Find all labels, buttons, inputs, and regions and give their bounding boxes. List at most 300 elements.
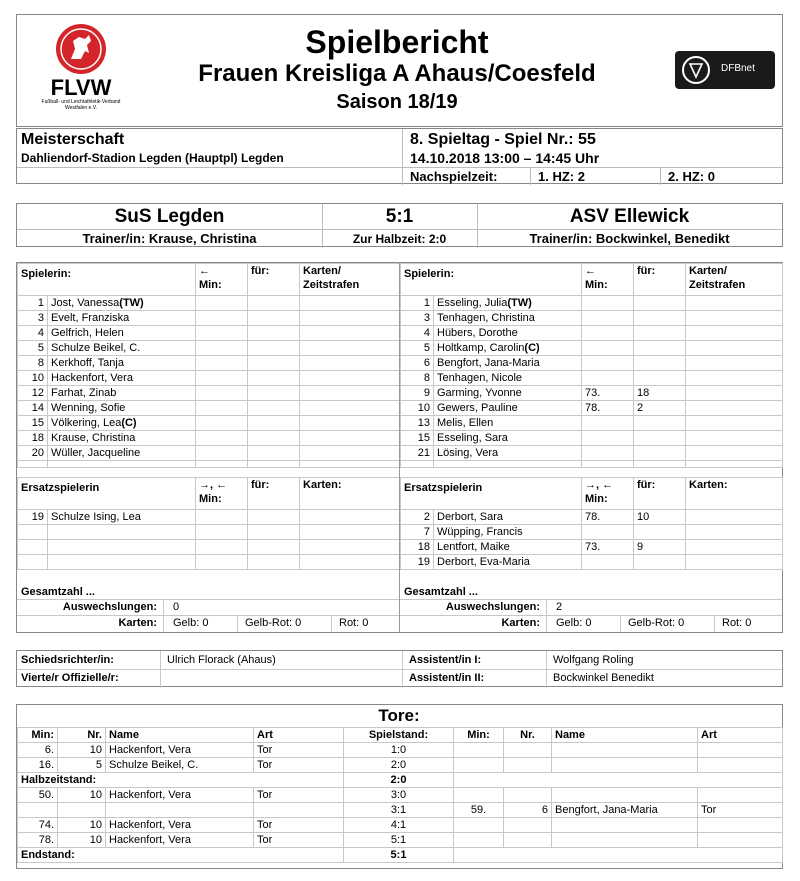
player-name: Gewers, Pauline: [437, 402, 518, 414]
player-name-cell: [434, 371, 582, 386]
player-sub-minute: [196, 416, 248, 431]
lineup-header-row: [18, 478, 400, 510]
goal-row: [18, 758, 783, 773]
stoppage-label: Nachspielzeit:: [410, 169, 498, 184]
player-sub-for: [634, 356, 686, 371]
player-name-cell: [434, 296, 582, 311]
player-name-cell: [48, 326, 196, 341]
player-name: Wenning, Sofie: [51, 402, 126, 414]
away-yellowred: Gelb-Rot: 0: [628, 617, 685, 629]
player-cards: [686, 341, 783, 356]
player-sub-minute: [582, 356, 634, 371]
player-row: [18, 311, 400, 326]
player-sub-for: [634, 416, 686, 431]
for-label: für:: [637, 479, 656, 491]
player-cards: [300, 540, 400, 555]
home-totals: [17, 585, 399, 632]
goal-away-minute: [454, 818, 504, 833]
player-name-cell: [434, 510, 582, 525]
player-name: Derbort, Eva-Maria: [437, 556, 530, 568]
goal-away-type: [698, 833, 783, 848]
player-cards: [686, 296, 783, 311]
player-cards: [686, 311, 783, 326]
player-number: 4: [401, 326, 434, 341]
fourth-label: Vierte/r Offizielle/r:: [21, 672, 119, 684]
player-sub-minute: [196, 386, 248, 401]
player-number: 13: [401, 416, 434, 431]
for-header-cell: [634, 264, 686, 296]
min-header-cell: [582, 264, 634, 296]
cards-label: Karten:: [303, 479, 342, 491]
final-score: 5:1: [385, 206, 414, 227]
player-cards: [300, 525, 400, 540]
competition: Meisterschaft: [21, 131, 125, 148]
player-cards: [300, 555, 400, 570]
player-row: [401, 416, 783, 431]
match-info: [16, 128, 783, 184]
player-cards: [686, 555, 783, 570]
player-name-cell: [434, 446, 582, 461]
player-role-tag: (TW): [507, 297, 532, 309]
fulltime-label: Endstand:: [18, 848, 344, 863]
min-header-cell: [196, 264, 248, 296]
player-sub-minute: [582, 555, 634, 570]
goal-home-name: Hackenfort, Vera: [106, 833, 254, 848]
cards-label: Karten:: [689, 479, 728, 491]
away-team: ASV Ellewick: [569, 206, 690, 227]
player-name: Farhat, Zinab: [51, 387, 117, 399]
player-name-cell: [48, 386, 196, 401]
goals-col-header: Spielstand:: [344, 728, 454, 743]
player-number: 1: [18, 296, 48, 311]
player-sub-minute: [582, 446, 634, 461]
season-title: Saison 18/19: [336, 91, 458, 113]
player-name-cell: [48, 311, 196, 326]
player-name: Lentfort, Maike: [437, 541, 510, 553]
player-number: 18: [18, 431, 48, 446]
sub-row: [18, 540, 400, 555]
player-sub-minute: [196, 555, 248, 570]
player-name-cell: [434, 401, 582, 416]
player-sub-for: [248, 416, 300, 431]
player-name: Hübers, Dorothe: [437, 327, 518, 339]
player-name-cell: [434, 386, 582, 401]
arrow-label: →, ←: [585, 479, 614, 491]
home-lineup-table: [17, 263, 400, 468]
min-label: Min:: [585, 493, 608, 505]
player-sub-minute: [196, 311, 248, 326]
goal-away-minute: [454, 788, 504, 803]
goal-home-name: [106, 803, 254, 818]
player-name: Evelt, Franziska: [51, 312, 130, 324]
player-name-cell: [48, 431, 196, 446]
player-role-tag: (TW): [119, 297, 144, 309]
player-sub-for: [248, 446, 300, 461]
player-name: Wüller, Jacqueline: [51, 447, 141, 459]
goal-home-number: 10: [58, 818, 106, 833]
player-number: 15: [401, 431, 434, 446]
fulltime-score-cell: 5:1: [344, 848, 454, 863]
player-number: 20: [18, 446, 48, 461]
away-subs-label: Auswechslungen:: [445, 601, 540, 613]
lineup-header-row: [18, 264, 400, 296]
halftime-label: Halbzeitstand:: [18, 773, 344, 788]
goal-home-minute: 78.: [18, 833, 58, 848]
goals-col-header: Nr.: [58, 728, 106, 743]
sub-row: [401, 525, 783, 540]
goal-row: [18, 788, 783, 803]
player-number: [18, 540, 48, 555]
player-name-cell: [48, 416, 196, 431]
player-name-cell: [48, 356, 196, 371]
player-sub-minute: [196, 371, 248, 386]
goal-row: [18, 818, 783, 833]
assistant2-label: Assistent/in II:: [409, 672, 485, 684]
cards-header-cell: [300, 264, 400, 296]
goal-home-number: [58, 803, 106, 818]
goal-home-name: Hackenfort, Vera: [106, 788, 254, 803]
assistant2-name: Bockwinkel Benedikt: [553, 672, 654, 684]
goal-away-minute: 59.: [454, 803, 504, 818]
player-number: 6: [401, 356, 434, 371]
goal-away-minute: [454, 758, 504, 773]
subs-title: Ersatzspielerin: [21, 482, 100, 494]
goal-away-name: [552, 743, 698, 758]
player-sub-for: [248, 296, 300, 311]
player-number: 19: [18, 510, 48, 525]
player-sub-minute: [582, 416, 634, 431]
venue: Dahliendorf-Stadion Legden (Hauptpl) Legden: [21, 151, 284, 165]
player-row: [401, 371, 783, 386]
header-title-cell: [401, 478, 582, 510]
cards-header-cell: [686, 264, 783, 296]
for-label: für:: [251, 479, 270, 491]
player-name-cell: [434, 555, 582, 570]
spacer-cell: [401, 461, 434, 468]
player-sub-for: [248, 371, 300, 386]
for-label: für:: [637, 265, 656, 277]
player-name: Garming, Yvonne: [437, 387, 522, 399]
arrow-label: ←: [585, 265, 596, 277]
goals-col-header: Nr.: [504, 728, 552, 743]
logo-sub-text: Fußball- und Leichtathletik-Verband Westfalen e.V.: [41, 99, 121, 111]
player-name-cell: [48, 446, 196, 461]
player-name: Bengfort, Jana-Maria: [437, 357, 540, 369]
player-sub-for: [248, 311, 300, 326]
player-sub-minute: 78.: [582, 401, 634, 416]
matchday: 8. Spieltag - Spiel Nr.: 55: [410, 131, 596, 148]
goal-away-type: [698, 743, 783, 758]
goal-score: 3:0: [344, 788, 454, 803]
goal-home-type: Tor: [254, 758, 344, 773]
player-name-cell: [48, 401, 196, 416]
sub-row: [18, 510, 400, 525]
player-sub-minute: 73.: [582, 386, 634, 401]
player-name-cell: [48, 296, 196, 311]
player-name: Schulze Ising, Lea: [51, 511, 141, 523]
goals-col-header: Name: [552, 728, 698, 743]
goal-away-number: [504, 833, 552, 848]
player-name-cell: [434, 525, 582, 540]
player-sub-minute: [196, 540, 248, 555]
player-number: 8: [401, 371, 434, 386]
away-totals-label: Gesamtzahl ...: [404, 586, 478, 598]
player-sub-minute: [582, 296, 634, 311]
player-sub-for: [634, 371, 686, 386]
goal-away-name: [552, 833, 698, 848]
player-sub-for: [248, 431, 300, 446]
player-number: 10: [18, 371, 48, 386]
goal-away-name: [552, 788, 698, 803]
player-name: Esseling, Julia: [437, 297, 508, 309]
stoppage-h1: 1. HZ: 2: [538, 169, 585, 184]
spacer-cell: [300, 461, 400, 468]
cards-label-2: Zeitstrafen: [689, 279, 746, 291]
goal-away-number: [504, 788, 552, 803]
away-red: Rot: 0: [722, 617, 752, 629]
home-coach: Trainer/in: Krause, Christina: [82, 231, 257, 246]
goal-home-type: [254, 803, 344, 818]
goal-away-name: [552, 818, 698, 833]
header-title-cell: [18, 478, 196, 510]
player-row: [401, 356, 783, 371]
goal-away-name: Bengfort, Jana-Maria: [552, 803, 698, 818]
player-number: 5: [18, 341, 48, 356]
goals-col-header: Name: [106, 728, 254, 743]
player-sub-for: [248, 525, 300, 540]
goal-home-name: Schulze Beikel, C.: [106, 758, 254, 773]
player-cards: [686, 371, 783, 386]
player-name-cell: [434, 356, 582, 371]
player-name-cell: [434, 540, 582, 555]
player-name: Schulze Beikel, C.: [51, 342, 141, 354]
home-yellow: Gelb: 0: [173, 617, 209, 629]
goals-header-row: [18, 728, 783, 743]
league-title: Frauen Kreisliga A Ahaus/Coesfeld: [198, 60, 596, 87]
player-number: 8: [18, 356, 48, 371]
away-cards-label: Karten:: [501, 617, 540, 629]
player-name: Tenhagen, Nicole: [437, 372, 523, 384]
player-cards: [300, 356, 400, 371]
goal-home-minute: 6.: [18, 743, 58, 758]
player-row: [401, 446, 783, 461]
header-title-cell: [401, 264, 582, 296]
goals-col-header: Art: [698, 728, 783, 743]
player-row: [401, 431, 783, 446]
player-row: [18, 401, 400, 416]
player-number: 12: [18, 386, 48, 401]
player-name: Derbort, Sara: [437, 511, 504, 523]
player-name-cell: [48, 555, 196, 570]
player-cards: [300, 371, 400, 386]
player-sub-for: 10: [634, 510, 686, 525]
header-box: [16, 14, 783, 127]
player-sub-for: [634, 341, 686, 356]
player-cards: [300, 401, 400, 416]
player-number: 14: [18, 401, 48, 416]
player-name: Esseling, Sara: [437, 432, 508, 444]
player-sub-minute: [196, 525, 248, 540]
stoppage-h2: 2. HZ: 0: [668, 169, 715, 184]
lineup-header-row: [401, 264, 783, 296]
player-number: 21: [401, 446, 434, 461]
min-label: Min:: [199, 279, 222, 291]
home-yellowred: Gelb-Rot: 0: [245, 617, 302, 629]
goal-home-minute: 50.: [18, 788, 58, 803]
player-row: [401, 296, 783, 311]
player-cards: [686, 386, 783, 401]
cards-header-cell: [300, 478, 400, 510]
player-sub-minute: [196, 356, 248, 371]
assistant1-label: Assistent/in I:: [409, 654, 482, 666]
spacer-cell: [686, 461, 783, 468]
player-name: Krause, Christina: [51, 432, 136, 444]
player-sub-minute: [196, 341, 248, 356]
player-cards: [686, 416, 783, 431]
goal-away-number: [504, 818, 552, 833]
player-sub-for: [634, 311, 686, 326]
player-sub-minute: [196, 510, 248, 525]
goal-home-type: Tor: [254, 833, 344, 848]
player-row: [18, 416, 400, 431]
players-title: Spielerin:: [21, 268, 72, 280]
player-name: Tenhagen, Christina: [437, 312, 535, 324]
goal-home-number: 10: [58, 743, 106, 758]
player-sub-minute: [196, 431, 248, 446]
player-name: Jost, Vanessa: [51, 297, 120, 309]
spacer-cell: [634, 461, 686, 468]
player-row: [18, 431, 400, 446]
player-number: 5: [401, 341, 434, 356]
player-sub-minute: [582, 311, 634, 326]
player-name: Melis, Ellen: [437, 417, 494, 429]
home-red: Rot: 0: [339, 617, 369, 629]
player-name: Völkering, Lea: [51, 417, 122, 429]
goal-away-name: [552, 758, 698, 773]
player-sub-minute: [582, 371, 634, 386]
player-number: [18, 555, 48, 570]
goal-away-number: 6: [504, 803, 552, 818]
player-name-cell: [434, 341, 582, 356]
player-cards: [300, 416, 400, 431]
goal-home-number: 10: [58, 833, 106, 848]
home-subs-label: Auswechslungen:: [62, 601, 157, 613]
player-sub-for: [248, 356, 300, 371]
goal-home-number: 10: [58, 788, 106, 803]
player-name-cell: [48, 371, 196, 386]
halftime-score: Zur Halbzeit: 2:0: [352, 232, 447, 246]
flvw-crest-icon: [55, 23, 107, 75]
player-name-cell: [48, 525, 196, 540]
player-sub-minute: [582, 525, 634, 540]
score-box: [16, 203, 783, 247]
player-sub-for: [634, 555, 686, 570]
goals-table: [17, 727, 783, 863]
player-number: 9: [401, 386, 434, 401]
referee-name: Ulrich Florack (Ahaus): [167, 654, 276, 666]
player-sub-for: [248, 555, 300, 570]
player-name-cell: [48, 510, 196, 525]
player-name-cell: [434, 326, 582, 341]
player-sub-minute: 78.: [582, 510, 634, 525]
empty-cell: [454, 848, 783, 863]
player-number: [18, 525, 48, 540]
lineup-header-row: [401, 478, 783, 510]
dfb-icon: [681, 55, 711, 85]
player-row: [401, 311, 783, 326]
player-name: Gelfrich, Helen: [51, 327, 124, 339]
for-label: für:: [251, 265, 270, 277]
player-sub-minute: [582, 326, 634, 341]
home-totals-label: Gesamtzahl ...: [21, 586, 95, 598]
spacer-cell: [434, 461, 582, 468]
sub-row: [18, 555, 400, 570]
dfbnet-text: DFBnet: [721, 63, 755, 74]
sub-row: [401, 540, 783, 555]
goals-col-header: Min:: [454, 728, 504, 743]
player-sub-for: [634, 431, 686, 446]
player-sub-for: [248, 510, 300, 525]
player-number: 2: [401, 510, 434, 525]
player-cards: [300, 510, 400, 525]
player-sub-for: 2: [634, 401, 686, 416]
goal-row: [18, 803, 783, 818]
player-sub-for: [248, 401, 300, 416]
player-name: Holtkamp, Carolin: [437, 342, 525, 354]
goal-score: 4:1: [344, 818, 454, 833]
home-subs-total: 0: [173, 601, 180, 613]
player-name: Hackenfort, Vera: [51, 372, 133, 384]
player-sub-for: 9: [634, 540, 686, 555]
player-sub-for: 18: [634, 386, 686, 401]
player-row: [18, 386, 400, 401]
player-cards: [686, 510, 783, 525]
referee-label: Schiedsrichter/in:: [21, 654, 114, 666]
player-sub-minute: [196, 401, 248, 416]
min-label: Min:: [585, 279, 608, 291]
player-number: 4: [18, 326, 48, 341]
player-sub-minute: [196, 326, 248, 341]
subs-title: Ersatzspielerin: [404, 482, 483, 494]
away-subs-table: [400, 477, 783, 570]
arrow-label: ←: [199, 265, 210, 277]
arrow-label: →, ←: [199, 479, 228, 491]
goal-home-number: 5: [58, 758, 106, 773]
away-lineup-table: [400, 263, 783, 468]
flvw-logo: [37, 23, 125, 123]
away-yellow: Gelb: 0: [556, 617, 592, 629]
player-number: 3: [401, 311, 434, 326]
sub-row: [401, 555, 783, 570]
goal-home-type: Tor: [254, 743, 344, 758]
player-number: 7: [401, 525, 434, 540]
goal-score: 2:0: [344, 758, 454, 773]
min-label: Min:: [199, 493, 222, 505]
player-cards: [686, 446, 783, 461]
goal-score: 1:0: [344, 743, 454, 758]
goal-home-name: Hackenfort, Vera: [106, 743, 254, 758]
player-cards: [300, 446, 400, 461]
spacer-cell: [582, 461, 634, 468]
goal-away-type: Tor: [698, 803, 783, 818]
player-cards: [300, 341, 400, 356]
goal-away-minute: [454, 743, 504, 758]
player-cards: [686, 401, 783, 416]
spacer-row: [18, 461, 400, 468]
goal-home-minute: [18, 803, 58, 818]
player-sub-for: [634, 296, 686, 311]
player-name: Lösing, Vera: [437, 447, 499, 459]
